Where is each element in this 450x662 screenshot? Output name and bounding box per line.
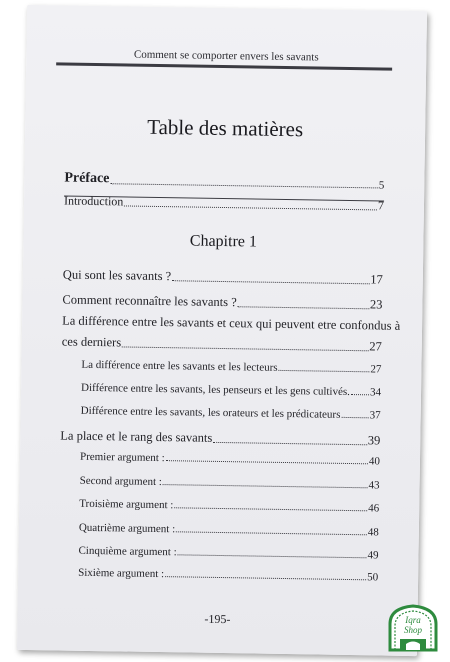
- toc-entry-page: 34: [369, 386, 382, 399]
- dot-leader: [178, 553, 367, 558]
- toc-subentry: [80, 475, 380, 492]
- toc-title: Table des matières: [147, 114, 304, 142]
- toc-entry-page: 46: [368, 502, 380, 515]
- dot-leader: [172, 279, 369, 284]
- toc-entry-page: 27: [369, 339, 382, 354]
- toc-entry-label: Qui sont les savants ?: [62, 267, 172, 284]
- dot-leader: [165, 575, 366, 580]
- toc-entry-page: 23: [369, 297, 383, 312]
- toc-entry-page: 40: [368, 455, 381, 468]
- toc-entry: [62, 334, 382, 354]
- dot-leader: [124, 204, 377, 210]
- dot-leader: [176, 530, 367, 535]
- svg-text:Iqra: Iqra: [405, 615, 421, 625]
- dot-leader: [122, 345, 368, 351]
- toc-entry-label: Quatrième argument :: [78, 521, 176, 536]
- dot-leader: [166, 459, 368, 464]
- toc-entry-label: Troisième argument :: [79, 497, 174, 512]
- dot-leader: [110, 182, 377, 188]
- toc-entry-page: 5: [378, 179, 385, 192]
- toc-entry-label: Second argument :: [79, 474, 162, 489]
- toc-subentry: [79, 522, 379, 539]
- toc-entry-label: Introduction: [63, 193, 124, 209]
- toc-entry-page: 17: [370, 272, 383, 287]
- toc-entry-line1: La différence entre les savants et ceux qui peuvent etre confondus à: [62, 313, 401, 333]
- toc-subentry: [81, 405, 381, 422]
- toc-entry-label: La place et le rang des savants: [60, 428, 213, 445]
- toc-entry-label: Préface: [64, 170, 110, 187]
- dot-leader: [174, 506, 367, 511]
- toc-entry: [63, 267, 383, 287]
- toc-entry-label: Premier argument :: [79, 450, 165, 465]
- toc-subentry: [78, 545, 378, 562]
- toc-entry-label: Cinquième argument :: [78, 544, 177, 559]
- toc-subentry: [80, 451, 380, 468]
- toc-entry-label: La différence entre les savants et les lecteurs: [81, 358, 278, 374]
- toc-entry-page: 50: [367, 571, 379, 584]
- dot-leader: [351, 393, 369, 395]
- toc-entry: [60, 428, 380, 448]
- toc-entry-label: Différence entre les savants, les penseurs et les gens cultivés.: [80, 381, 351, 399]
- toc-entry-page: 48: [367, 526, 379, 539]
- toc-entry-introduction: [64, 194, 384, 214]
- toc-entry-page: 39: [367, 433, 381, 448]
- page-number: -195-: [204, 611, 231, 627]
- toc-entry-page: 49: [367, 549, 379, 562]
- toc-entry-label: Sixième argument :: [78, 566, 165, 581]
- svg-text:Shop: Shop: [404, 625, 422, 635]
- dot-leader: [213, 441, 366, 445]
- toc-entry-label: Comment reconnaître les savants ?: [62, 292, 237, 310]
- toc-subentry: [81, 359, 381, 376]
- toc-entry-preface: [64, 171, 384, 192]
- dot-leader: [163, 483, 368, 488]
- toc-entry: [62, 292, 382, 312]
- toc-entry-page: 7: [377, 198, 385, 213]
- dot-leader: [279, 369, 370, 372]
- dot-leader: [341, 416, 368, 418]
- toc-subentry: [81, 382, 381, 399]
- chapter-title: Chapitre 1: [189, 232, 258, 251]
- toc-entry-page: 37: [369, 409, 381, 422]
- book-page: [17, 5, 427, 656]
- toc-subentry: [78, 567, 378, 584]
- running-header: Comment se comporter envers les savants: [133, 48, 319, 64]
- shop-logo-icon: [386, 604, 440, 652]
- toc-entry-page: 43: [368, 479, 380, 492]
- dot-leader: [238, 305, 369, 309]
- toc-entry-label: ces derniers: [61, 334, 122, 350]
- toc-entry-page: 27: [370, 363, 382, 376]
- toc-entry-label: Différence entre les savants, les orateurs et les prédicateurs: [80, 404, 341, 421]
- toc-subentry: [79, 498, 379, 515]
